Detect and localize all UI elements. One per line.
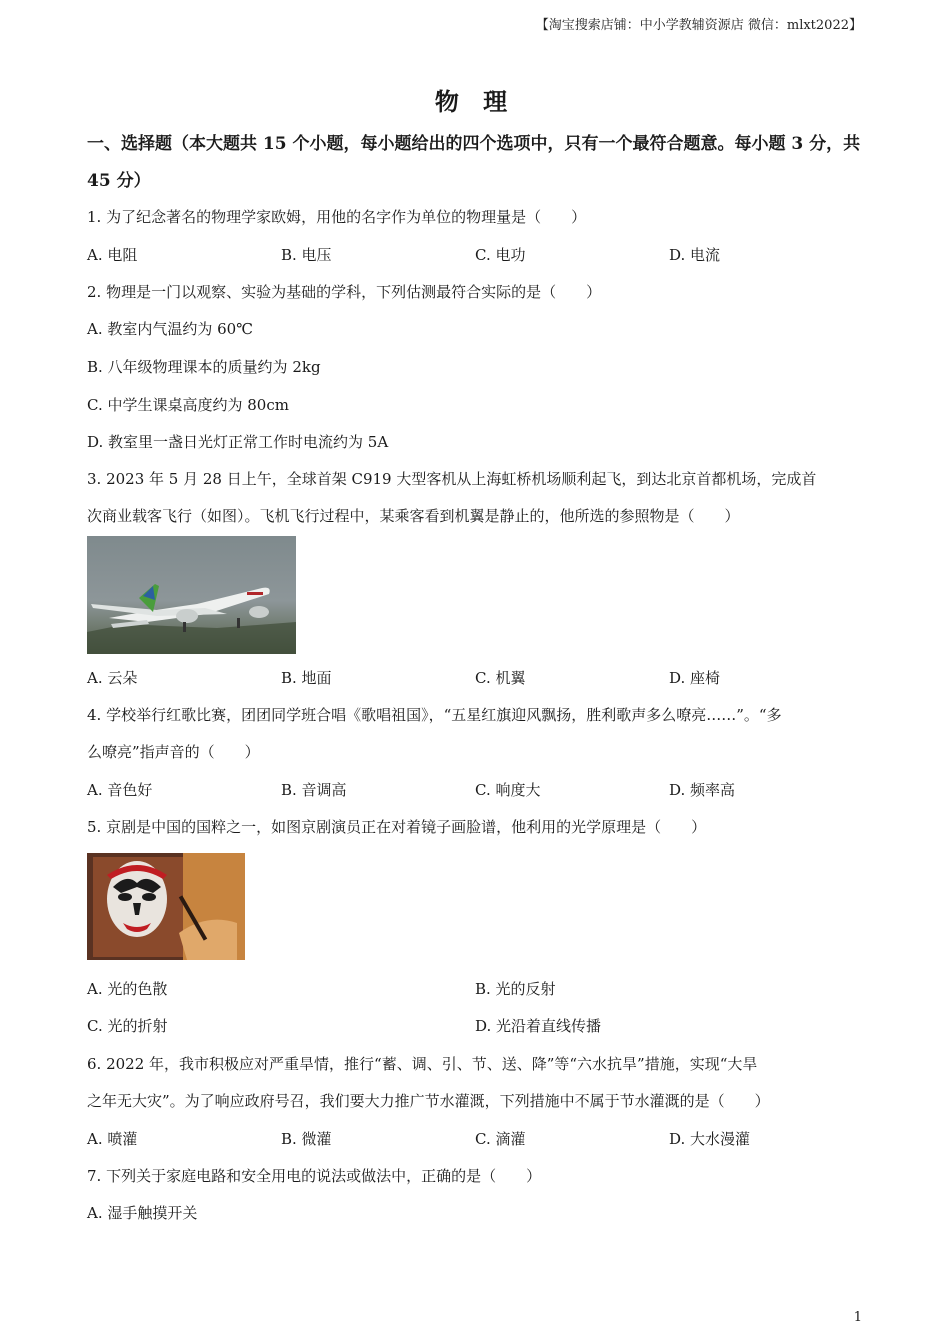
question-1-option-b: B. 电压 <box>281 246 332 264</box>
question-1-option-a: A. 电阻 <box>87 246 138 264</box>
question-3-option-d: D. 座椅 <box>669 669 721 687</box>
question-6-option-d: D. 大水漫灌 <box>669 1130 751 1148</box>
question-6-option-c: C. 滴灌 <box>475 1130 526 1148</box>
question-5-option-b: B. 光的反射 <box>475 980 556 998</box>
page-title: 物 理 <box>434 87 516 116</box>
question-5-option-d: D. 光沿着直线传播 <box>475 1017 602 1035</box>
question-5-option-a: A. 光的色散 <box>87 980 168 998</box>
header-note: 【淘宝搜索店铺：中小学教辅资源店 微信：mlxt2022】 <box>535 18 862 33</box>
question-6-option-a: A. 喷灌 <box>87 1130 138 1148</box>
question-2-option-a: A. 教室内气温约为 60℃ <box>87 320 254 338</box>
question-3-option-c: C. 机翼 <box>475 669 526 687</box>
question-6-stem-line-2: 之年无大灾”。为了响应政府号召，我们要大力推广节水灌溉，下列措施中不属于节水灌溉的是（ ） <box>87 1092 770 1110</box>
question-4-stem-line-1: 4. 学校举行红歌比赛，团团同学班合唱《歌唱祖国》，“五星红旗迎风飘扬，胜利歌声多么嘹亮……”。“多 <box>87 706 782 724</box>
question-1-stem: 1. 为了纪念著名的物理学家欧姆，用他的名字作为单位的物理量是（ ） <box>87 208 587 226</box>
question-5-stem: 5. 京剧是中国的国粹之一，如图京剧演员正在对着镜子画脸谱，他利用的光学原理是（ ） <box>87 818 707 836</box>
question-4-option-a: A. 音色好 <box>87 781 153 799</box>
question-3-stem-line-2: 次商业载客飞行（如图）。飞机飞行过程中，某乘客看到机翼是静止的，他所选的参照物是（ ） <box>87 507 740 525</box>
question-3-stem-line-1: 3. 2023 年 5 月 28 日上午，全球首架 C919 大型客机从上海虹桥机场顺利起飞，到达北京首都机场，完成首 <box>87 470 817 488</box>
question-6-option-b: B. 微灌 <box>281 1130 332 1148</box>
question-2-option-c: C. 中学生课桌高度约为 80cm <box>87 396 289 414</box>
c919-airplane-photo <box>87 536 296 654</box>
question-4-stem-line-2: 么嘹亮”指声音的（ ） <box>87 743 260 761</box>
question-2-stem: 2. 物理是一门以观察、实验为基础的学科，下列估测最符合实际的是（ ） <box>87 283 602 301</box>
question-5-option-c: C. 光的折射 <box>87 1017 168 1035</box>
question-2-option-d: D. 教室里一盏日光灯正常工作时电流约为 5A <box>87 433 389 451</box>
question-6-stem-line-1: 6. 2022 年，我市积极应对严重旱情，推行“蓄、调、引、节、送、降”等“六水抗旱”措施，实现“大旱 <box>87 1055 758 1073</box>
question-7-option-a: A. 湿手触摸开关 <box>87 1204 198 1222</box>
page-number: 1 <box>853 1310 862 1325</box>
question-4-option-d: D. 频率高 <box>669 781 736 799</box>
question-4-option-c: C. 响度大 <box>475 781 541 799</box>
question-1-option-c: C. 电功 <box>475 246 526 264</box>
airplane-illustration <box>87 536 296 654</box>
opera-illustration <box>87 853 245 960</box>
question-7-stem: 7. 下列关于家庭电路和安全用电的说法或做法中，正确的是（ ） <box>87 1167 542 1185</box>
question-3-option-b: B. 地面 <box>281 669 332 687</box>
question-2-option-b: B. 八年级物理课本的质量约为 2kg <box>87 358 321 376</box>
peking-opera-mirror-photo <box>87 853 245 960</box>
question-4-option-b: B. 音调高 <box>281 781 347 799</box>
question-1-option-d: D. 电流 <box>669 246 721 264</box>
question-3-option-a: A. 云朵 <box>87 669 138 687</box>
section-heading: 一、选择题（本大题共 15 个小题，每小题给出的四个选项中，只有一个最符合题意。每小题 3 分，共 45 分） <box>87 134 861 191</box>
